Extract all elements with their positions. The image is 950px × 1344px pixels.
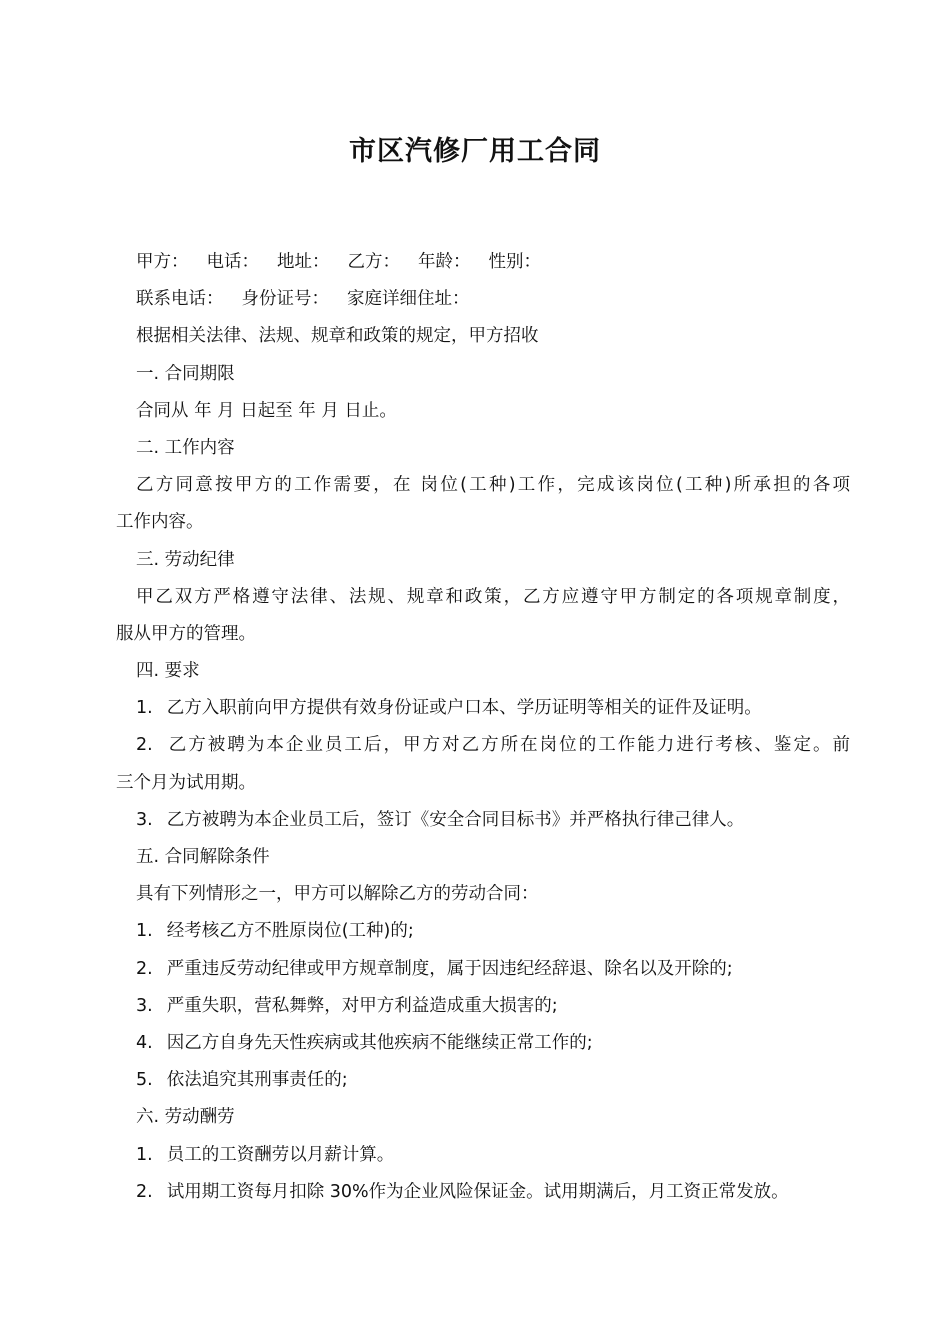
intro-paragraph: 根据相关法律、法规、规章和政策的规定，甲方招收: [136, 326, 539, 347]
list-item-number: 1.: [136, 921, 153, 942]
list-item: [116, 988, 850, 1025]
list-item-number: 2.: [136, 958, 153, 979]
party-info-line: [116, 244, 850, 281]
list-item-text: 乙方入职前向甲方提供有效身份证或户口本、学历证明等相关的证件及证明。: [166, 698, 762, 719]
contact-phone-label: 联系电话：: [136, 289, 224, 310]
list-item-text: 因乙方自身先天性疾病或其他疾病不能继续正常工作的;: [166, 1032, 593, 1053]
list-item-text: 员工的工资酬劳以月薪计算。: [166, 1144, 395, 1165]
section-heading-termination: 五. 合同解除条件: [136, 847, 270, 867]
list-item: [116, 690, 850, 727]
list-item-text: 依法追究其刑事责任的;: [166, 1070, 348, 1091]
section-heading-work-content: 二. 工作内容: [136, 437, 235, 458]
id-number-label: 身份证号：: [241, 289, 329, 310]
section-heading-discipline: 三. 劳动纪律: [136, 549, 235, 570]
list-item-number: 4.: [136, 1032, 153, 1053]
document-title: 市区汽修厂用工合同: [349, 136, 601, 167]
list-item: [116, 1174, 850, 1211]
list-item: [116, 913, 850, 950]
list-item-number: 1.: [136, 698, 153, 719]
list-item-number: 2.: [136, 735, 153, 756]
section-lead-termination: 具有下列情形之一，甲方可以解除乙方的劳动合同：: [136, 884, 539, 905]
list-item-number: 2.: [136, 1181, 153, 1202]
list-item: [116, 1025, 850, 1062]
party-b-label: 乙方：: [347, 252, 400, 272]
list-item-text: 乙方被聘为本企业员工后，甲方对乙方所在岗位的工作能力进行考核、鉴定。前: [166, 735, 850, 756]
gender-label: 性别：: [488, 252, 541, 272]
section-text-discipline-line2: 服从甲方的管理。: [116, 623, 256, 644]
home-address-label: 家庭详细住址：: [347, 289, 470, 310]
age-label: 年龄：: [418, 252, 471, 272]
list-item-number: 5.: [136, 1070, 153, 1091]
list-item-text: 试用期工资每月扣除 30%作为企业风险保证金。试用期满后，月工资正常发放。: [166, 1181, 789, 1202]
address-label: 地址：: [277, 252, 330, 272]
section-heading-requirements: 四. 要求: [136, 661, 200, 682]
section-text-work-content-line2: 工作内容。: [116, 512, 204, 533]
list-item: [116, 951, 850, 988]
list-item-continuation: 三个月为试用期。: [116, 772, 256, 793]
section-heading-remuneration: 六. 劳动酬劳: [136, 1107, 235, 1128]
list-item-text: 经考核乙方不胜原岗位(工种)的;: [166, 921, 414, 942]
party-a-label: 甲方：: [136, 252, 189, 272]
list-item: [116, 1137, 850, 1174]
list-item-number: 1.: [136, 1144, 153, 1165]
list-item-text: 严重违反劳动纪律或甲方规章制度，属于因违纪经辞退、除名以及开除的;: [166, 958, 733, 979]
section-heading-term: 一. 合同期限: [136, 363, 235, 384]
list-item-text: 严重失职，营私舞弊，对甲方利益造成重大损害的;: [166, 995, 558, 1016]
list-item-text: 乙方被聘为本企业员工后，签订《安全合同目标书》并严格执行律己律人。: [166, 809, 745, 830]
list-item: [116, 1062, 850, 1099]
section-text-work-content-line1: 乙方同意按甲方的工作需要，在 岗位(工种)工作，完成该岗位(工种)所承担的各项: [136, 475, 850, 496]
list-item-number: 3.: [136, 995, 153, 1016]
section-text-discipline-line1: 甲乙双方严格遵守法律、法规、规章和政策，乙方应遵守甲方制定的各项规章制度，: [136, 586, 850, 607]
phone-label: 电话：: [206, 252, 259, 272]
list-item: [116, 727, 850, 764]
contact-info-line: [116, 281, 850, 318]
list-item-number: 3.: [136, 809, 153, 830]
section-text-term: 合同从 年 月 日起至 年 月 日止。: [136, 400, 397, 421]
document-body: [116, 244, 850, 1211]
list-item: [116, 802, 850, 839]
